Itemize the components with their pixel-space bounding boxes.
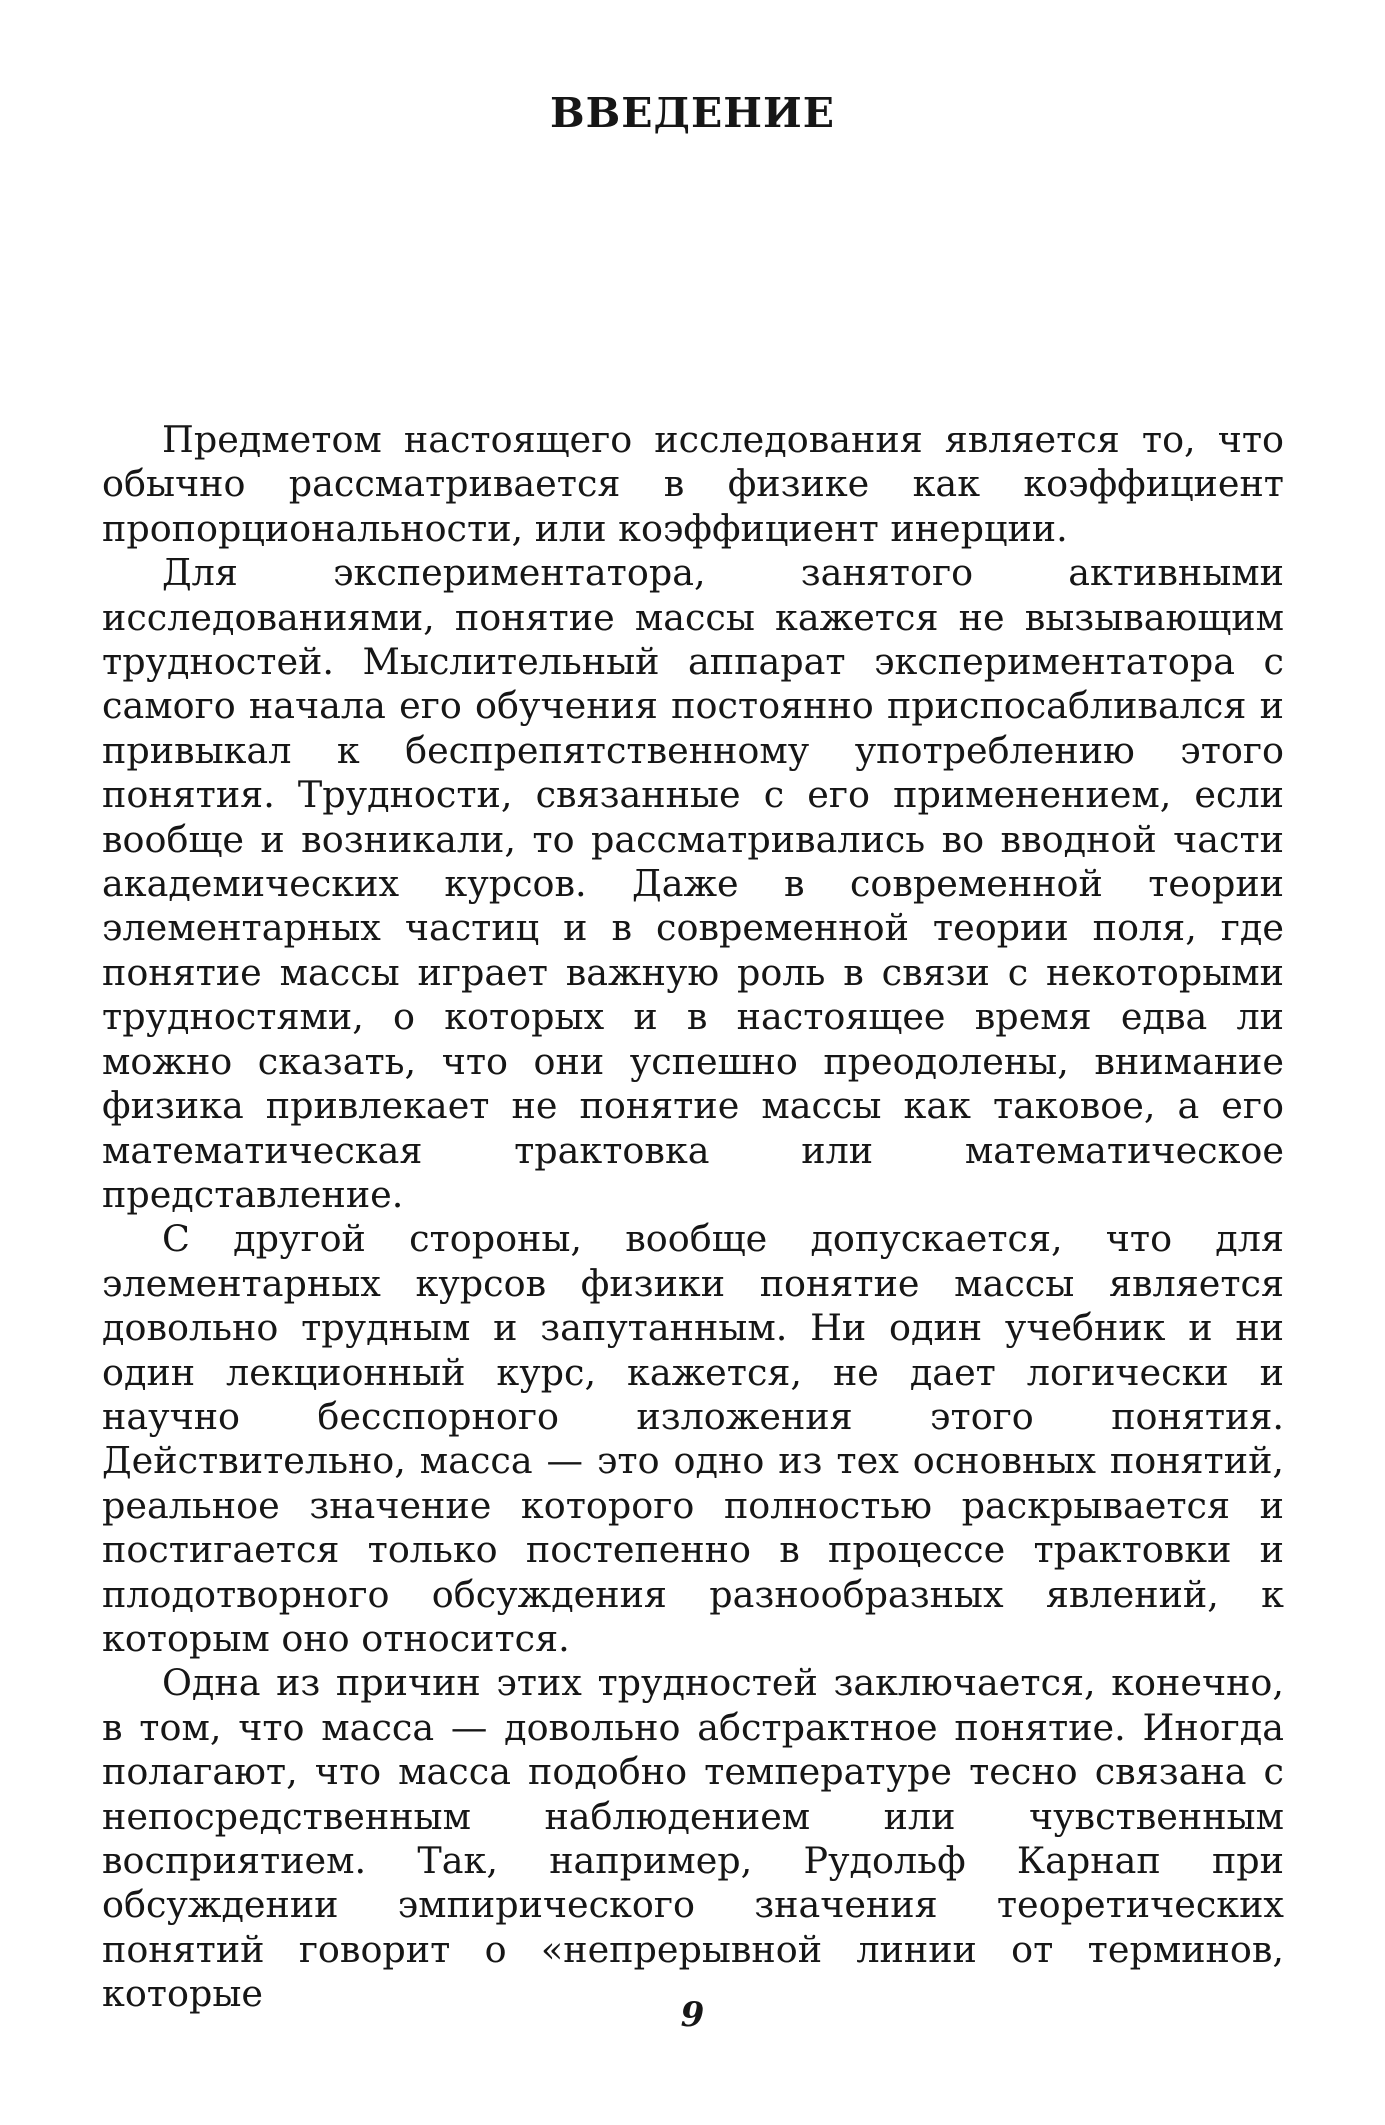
page-number: 9 [680,1995,705,2035]
paragraph-4: Одна из причин этих трудностей заключается, конечно, в том, что масса — довольно абстрактное понятие. Иногда полагают, что масса подобно температуре тесно связана с непосредственным наблюдением или чувственным восприятием. Так, например, Рудольф Карнап при обсуждении эмпирического значения теоретических понятий говорит о «непрерывной линии от терминов, которые [102,1661,1284,2016]
paragraph-2: Для экспериментатора, занятого активными исследованиями, понятие массы кажется не вызывающим трудностей. Мыслительный аппарат экспериментатора с самого начала его обучения постоянно приспосабливался и привыкал к беспрепятственному употреблению этого понятия. Трудности, связанные с его применением, если вообще и возникали, то рассматривались во вводной части академических курсов. Даже в современной теории элементарных частиц и в современной теории поля, где понятие массы играет важную роль в связи с некоторыми трудностями, о которых и в настоящее время едва ли можно сказать, что они успешно преодолены, внимание физика привлекает не понятие массы как таковое, а его математическая трактовка или математическое представление. [102,551,1284,1216]
chapter-heading: ВВЕДЕНИЕ [550,89,835,137]
paragraph-1: Предметом настоящего исследования является то, что обычно рассматривается в физике как коэффициент пропорциональности, или коэффициент инерции. [102,418,1284,550]
paragraph-3: С другой стороны, вообще допускается, что для элементарных курсов физики понятие массы является довольно трудным и запутанным. Ни один учебник и ни один лекционный курс, кажется, не дает логически и научно бесспорного изложения этого понятия. Действительно, масса — это одно из тех основных понятий, реальное значение которого полностью раскрывается и постигается только постепенно в процессе трактовки и плодотворного обсуждения разнообразных явлений, к которым оно относится. [102,1217,1284,1660]
body-text [102,418,1284,2017]
